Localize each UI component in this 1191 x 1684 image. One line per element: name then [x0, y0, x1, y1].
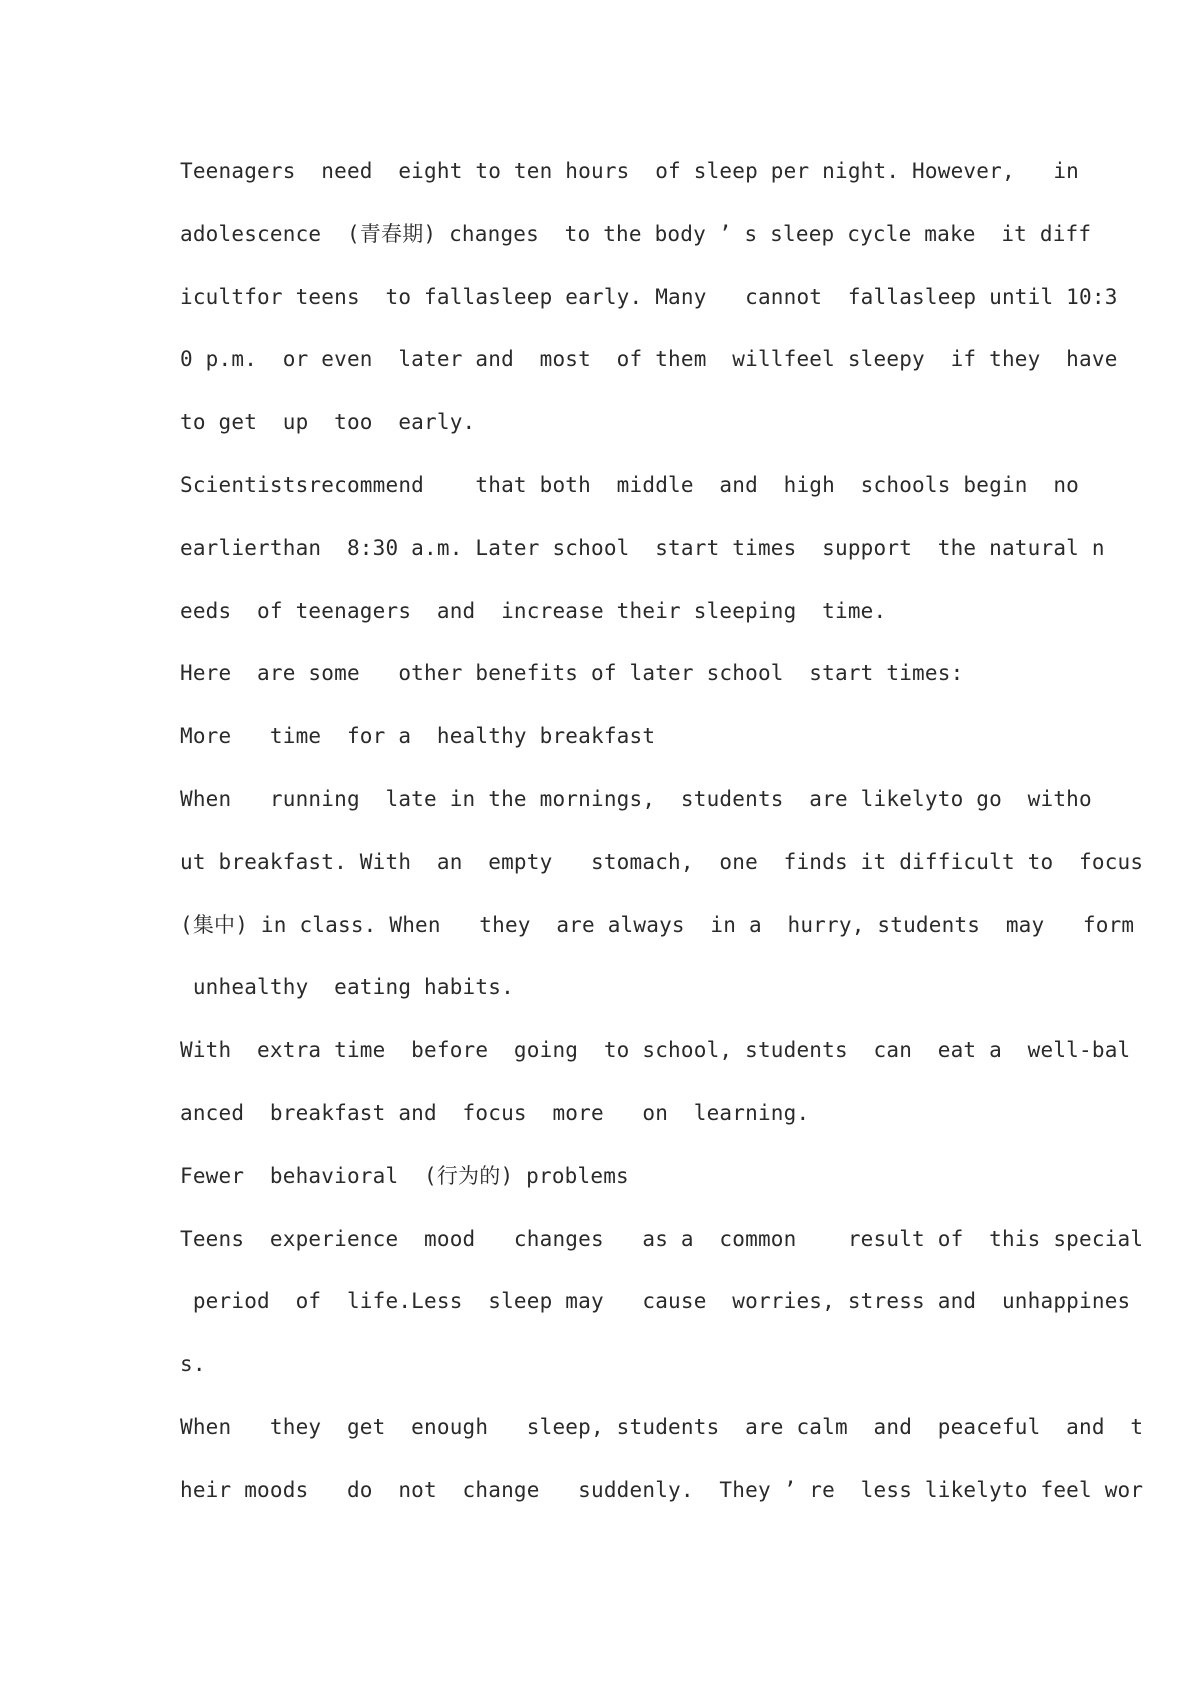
section-heading: More time for a healthy breakfast	[180, 724, 656, 749]
text-line: (集中) in class. When they are always in a hurry, students may form	[180, 912, 1135, 937]
text-line: Scientistsrecommend that both middle and high schools begin no	[180, 472, 1080, 497]
text-line: earlierthan 8:30 a.m. Later school start times support the natural n	[180, 535, 1105, 560]
text-line: to get up too early.	[180, 410, 476, 435]
text-line: With extra time before going to school, students can eat a well-bal	[180, 1038, 1131, 1063]
text-line: eeds of teenagers and increase their sleeping time.	[180, 598, 887, 623]
text-line: heir moods do not change suddenly. They ’ re less likelyto feel wor	[180, 1477, 1144, 1502]
body-text	[180, 148, 1144, 1530]
text-line: ut breakfast. With an empty stomach, one finds it difficult to focus	[180, 849, 1144, 874]
text-line: anced breakfast and focus more on learning.	[180, 1100, 810, 1125]
text-line: unhealthy eating habits.	[180, 975, 514, 1000]
text-line: icultfor teens to fallasleep early. Many cannot fallasleep until 10:3	[180, 284, 1118, 309]
text-line: 0 p.m. or even later and most of them willfeel sleepy if they have	[180, 347, 1118, 372]
text-line: Teens experience mood changes as a common result of this special	[180, 1226, 1144, 1251]
text-line: Here are some other benefits of later school start times:	[180, 661, 964, 686]
section-heading: Fewer behavioral (行为的) problems	[180, 1163, 629, 1188]
text-line: When they get enough sleep, students are calm and peaceful and t	[180, 1414, 1144, 1439]
text-line: When running late in the mornings, students are likelyto go witho	[180, 786, 1092, 811]
text-line: period of life.Less sleep may cause worries, stress and unhappines	[180, 1289, 1131, 1314]
text-line: adolescence (青春期) changes to the body ’ s sleep cycle make it diff	[180, 221, 1092, 246]
text-line: s.	[180, 1352, 206, 1377]
text-line: Teenagers need eight to ten hours of sleep per night. However, in	[180, 159, 1080, 183]
